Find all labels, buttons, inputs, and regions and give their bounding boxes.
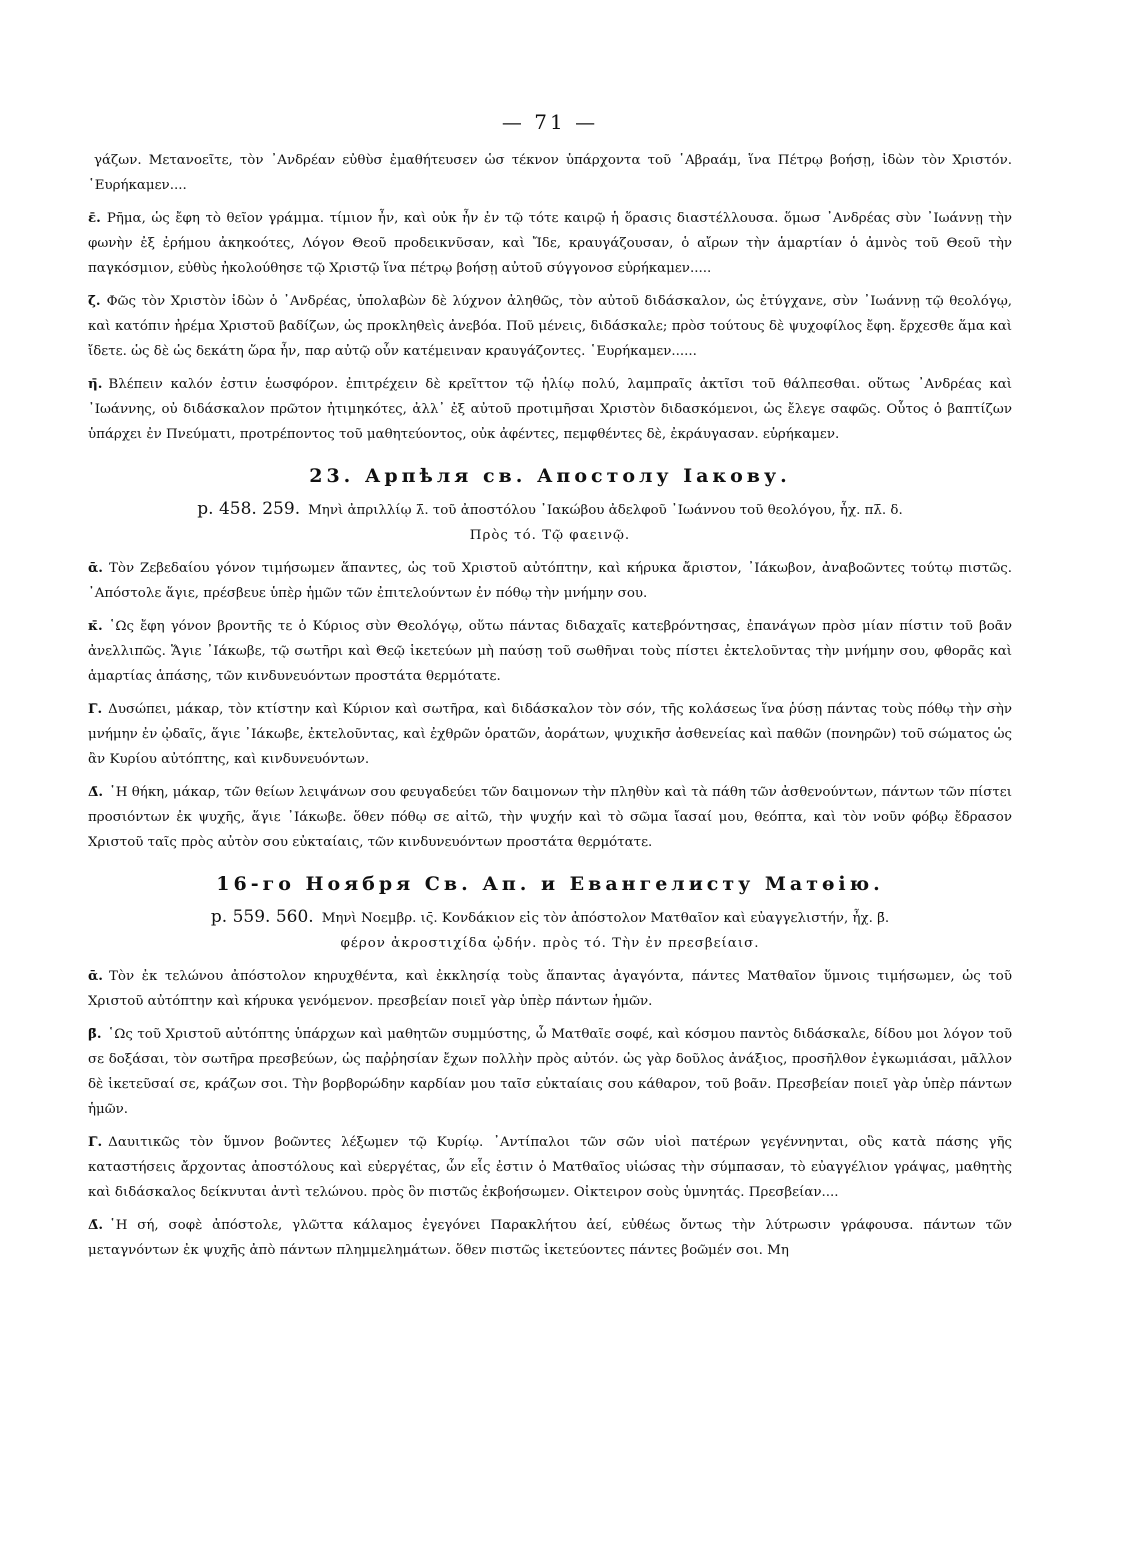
paragraph-text: Φῶς τὸν Χριστὸν ἰδὼν ὁ ᾿Ανδρέας, ὑπολαβὼν δὲ λύχνον ἀληθῶς, τὸν αὐτοῦ διδάσκαλον, ὡς ἐτύγχανε, σὺν ᾿Ιωάννῃ τῷ θεολόγῳ, καὶ κατόπιν ἠρέμα Χριστοῦ βαδίζων, ὡς προκληθεὶς ἀνεβόα. Ποῦ μένεις, διδάσκαλε; πρὸσ τούτους δὲ ψυχοφίλος ἔφη. ἔρχεσθε ἅμα καὶ ἴδετε. ὡς δὲ ὡς δεκάτη ὥρα ἦν, παρ αὐτῷ οὖν κατέμειναν κραυγάζοντες. ῾Ευρήκαμεν...... [88,294,1012,359]
paragraph-mark: ᾱ. [88,560,103,576]
paragraph [88,289,1012,364]
paragraph-mark: Γ̄. [88,1134,103,1150]
source-reference [88,497,1012,523]
top-paragraphs [88,148,1012,447]
paragraph [88,697,1012,772]
paragraph-mark: Δ̄. [88,1217,104,1233]
paragraph-text: ῾Η θήκη, μάκαρ, τῶν θείων λειψάνων σου φευγαδεύει τῶν δαιμονων τὴν πληθὺν καὶ τὰ πάθη τῶν ἀσθενούντων, πάντων τῶν πίστει προσιόντων ἐκ ψυχῆς, ἅγιε ᾿Ιάκωβε. ὅθεν πόθῳ σε αἰτῶ, τὴν ψυχήν καὶ τὸ σῶμα ἴασαί μου, θεόπτα, καὶ τὸν νοῦν φόβῳ ἔδρασον Χριστοῦ ταῖς πρὸς αὐτὸν σου εὐκταίαις, τῶν κινδυνευόντων προστάτα θερμότατε. [88,785,1012,850]
paragraph-mark: ε̄. [88,210,101,226]
paragraph-text: ῾Ως τοῦ Χριστοῦ αὐτόπτης ὑπάρχων καὶ μαθητῶν συμμύστης, ὦ Ματθαῖε σοφέ, καὶ κόσμου παντὸς διδάσκαλε, δίδου μοι λόγον τοῦ σε δοξάσαι, τὸν σωτῆρα πρεσβεύων, ὡς παῤῥησίαν ἔχων πολλὴν πρὸς αὐτόν. ὡς γὰρ δοῦλος ἀνάξιος, προσῆλθον ἐγκωμιάσαι, μᾶλλον δὲ ἱκετεῦσαί σε, κράζων σοι. Τὴν βορβορώδην καρδίαν μου ταῖσ εὐκταίαις σου κάθαρον, τοῦ βοᾶν. Πρεσβείαν ποιεῖ γὰρ ὑπὲρ πάντων ἡμῶν. [88,1027,1012,1117]
section-heading: 23. Арпѣля св. Апостолу Іакову. [309,465,791,487]
section-apostle-matthew [88,873,1012,1263]
reference-text: Μηνὶ Νοεμβρ. ις̄. Κονδάκιον εἰς τὸν ἀπόστολον Ματθαῖον καὶ εὐαγγελιστήν, ἦχ. β̄. [321,911,890,926]
paragraph-mark: β̄. [88,1026,102,1042]
paragraph-text: Τὸν Ζεβεδαίου γόνον τιμήσωμεν ἅπαντες, ὡς τοῦ Χριστοῦ αὐτόπτην, καὶ κήρυκα ἄριστον, ᾿Ιάκωβον, ἀναβοῶντες τούτῳ πιστῶς. ᾿Απόστολε ἅγιε, πρέσβευε ὑπὲρ ἡμῶν τῶν ἐπιτελούντων ἐν πόθῳ τὴν μνήμην σου. [88,561,1012,601]
paragraph-mark: Γ̄. [88,701,103,717]
paragraph-text: Τὸν ἐκ τελώνου ἀπόστολον κηρυχθέντα, καὶ ἐκκλησίᾳ τοὺς ἅπαντας ἀγαγόντα, πάντες Ματθαῖον ὕμνοις τιμήσωμεν, ὡς τοῦ Χριστοῦ αὐτόπτην καὶ κήρυκα γενόμενον. πρεσβείαν ποιεῖ γὰρ ὑπὲρ πάντων ἡμῶν. [88,969,1012,1009]
source-reference [88,905,1012,931]
paragraph-text: γάζων. Μετανοεῖτε, τὸν ᾿Ανδρέαν εὐθὺσ ἐμαθήτευσεν ὡσ τέκνον ὑπάρχοντα τοῦ ῾Αβραάμ, ἵνα Πέτρῳ βοήσῃ, ἰδὼν τὸν Χριστόν. ῾Ευρήκαμεν.... [88,153,1012,193]
section-apostle-james [88,465,1012,855]
paragraph [88,964,1012,1014]
paragraph-text: ῾Ως ἔφη γόνον βροντῆς τε ὁ Κύριος σὺν Θεολόγῳ, οὕτω πάντας διδαχαῖς κατεβρόντησας, ἐπανάγων πρὸσ μίαν πίστιν τοῦ βοᾶν ἀνελλιπῶς. Ἅγιε ᾿Ιάκωβε, τῷ σωτῆρι καὶ Θεῷ ἱκετεύων μὴ παύσῃ τοῦ σωθῆναι τοὺς πίστει ἐκτελοῦντας τὴν μνήμην σου, φθορᾶς καὶ ἁμαρτίας ἁπάσης, τῶν κινδυνευόντων προστάτα θερμότατε. [88,619,1012,684]
paragraph-mark: ζ̄. [88,293,101,309]
paragraph [88,372,1012,447]
paragraph-text: Δυσώπει, μάκαρ, τὸν κτίστην καὶ Κύριον καὶ σωτῆρα, καὶ διδάσκαλον τὸν σόν, τῆς κολάσεως ἵνα ῥύσῃ πάντας τοὺς πόθῳ τὴν σὴν μνήμην ἐν ᾠδαῖς, ἅγιε ᾿Ιάκωβε, ἐκτελοῦντας, καὶ ἐχθρῶν ὁρατῶν, ἀοράτων, ψυχικῆσ ἀσθενείας καὶ παθῶν (πονηρῶν) τοῦ σώματος ὡς ἂν Κυρίου αὐτόπτης, καὶ κινδυνευόντων. [88,702,1012,767]
reference-subtitle: φέρον ἀκροστιχίδα ᾠδήν. πρὸς τό. Τὴν ἐν πρεσβείαισ. [340,936,760,951]
paragraph-text: Ρῆμα, ὡς ἔφη τὸ θεῖον γράμμα. τίμιον ἦν, καὶ οὐκ ἦν ἐν τῷ τότε καιρῷ ἡ ὅρασις διαστέλλουσα. ὅμωσ ᾿Ανδρέας σὺν ᾿Ιωάννῃ τὴν φωνὴν ἐξ ἐρήμου ἀκηκοότες, Λόγον Θεοῦ προδεικνῦσαν, καὶ Ἴδε, κραυγάζουσαν, ὁ αἴρων τὴν ἁμαρτίαν ὁ ἀμνὸς τοῦ Θεοῦ τὴν παγκόσμιον, εὐθὺς ἠκολούθησε τῷ Χριστῷ ἵνα πέτρῳ βοήσῃ αὐτοῦ σύγγονοσ εὑρήκαμεν..... [88,211,1012,276]
paragraph-mark: κ̄. [88,618,103,634]
reference-text: Μηνὶ ἀπριλλίῳ λ̄. τοῦ ἀποστόλου ᾿Ιακώβου ἀδελφοῦ ᾿Ιωάννου τοῦ θεολόγου, ἦχ. πλ̄. δ. [308,503,903,518]
paragraph-mark: Δ̄. [88,784,104,800]
paragraph-text: Δαυιτικῶς τὸν ὕμνον βοῶντες λέξωμεν τῷ Κυρίῳ. ᾿Αντίπαλοι τῶν σῶν υἱοὶ πατέρων γεγέννηνται, οὓς κατὰ πάσης γῆς καταστήσεις ἄρχοντας ἀποστόλους καὶ εὐεργέτας, ὧν εἷς ἐστιν ὁ Ματθαῖος υἱώσας τὴν σύμπασαν, τὸ εὐαγγέλιον γράψας, μαθητὴς καὶ διδάσκαλος δείκνυται ἀντὶ τελώνου. πρὸς ὃν πιστῶς ἐκβοήσωμεν. Οἰκτειρον σοὺς ὑμνητάς. Πρεσβείαν.... [88,1135,1012,1200]
paragraph-text: ῾Η σή, σοφὲ ἀπόστολε, γλῶττα κάλαμος ἐγεγόνει Παρακλήτου ἀεί, εὐθέως ὄντως τὴν λύτρωσιν γράφουσα. πάντων τῶν μεταγνόντων ἐκ ψυχῆς ἀπὸ πάντων πλημμελημάτων. ὅθεν πιστῶς ἱκετεύοντες πάντες βοῶμέν σοι. Μη [88,1218,1012,1258]
page-number: — 71 — [501,110,599,134]
section-heading: 16-го Ноября Св. Ап. и Евангелисту Матѳію. [216,873,884,895]
paragraph [88,614,1012,689]
paragraph [88,206,1012,281]
paragraph [88,556,1012,606]
paragraph-mark: ᾱ. [88,968,103,984]
paragraph [88,1022,1012,1122]
reference-number: р. 559. 560. [210,907,314,927]
paragraph [88,148,1012,198]
paragraph [88,1213,1012,1263]
paragraph-text: Βλέπειν καλόν ἐστιν ἑωσφόρον. ἐπιτρέχειν δὲ κρεῖττον τῷ ἡλίῳ πολύ, λαμπραῖς ἀκτῖσι τοῦ θάλπεσθαι. οὕτως ᾿Ανδρέας καὶ ᾿Ιωάννης, οὐ διδάσκαλον πρῶτον ἠτιμηκότες, ἀλλ᾿ ἐξ αὐτοῦ προτιμῆσαι Χριστὸν διδασκόμενοι, ὡς ἔλεγε σαφῶς. Οὗτος ὁ βαπτίζων ὑπάρχει ἐν Πνεύματι, προτρέποντος τοῦ μαθητεύοντος, οὐκ ἀφέντες, πεμφθέντες δὲ, ἐκράυγασαν. εὑρήκαμεν. [88,377,1012,442]
reference-subtitle: Πρὸς τό. Τῷ φαεινῷ. [469,528,631,543]
paragraph [88,1130,1012,1205]
reference-number: р. 458. 259. [197,499,301,519]
paragraph [88,780,1012,855]
paragraph-mark: η̄. [88,376,103,392]
